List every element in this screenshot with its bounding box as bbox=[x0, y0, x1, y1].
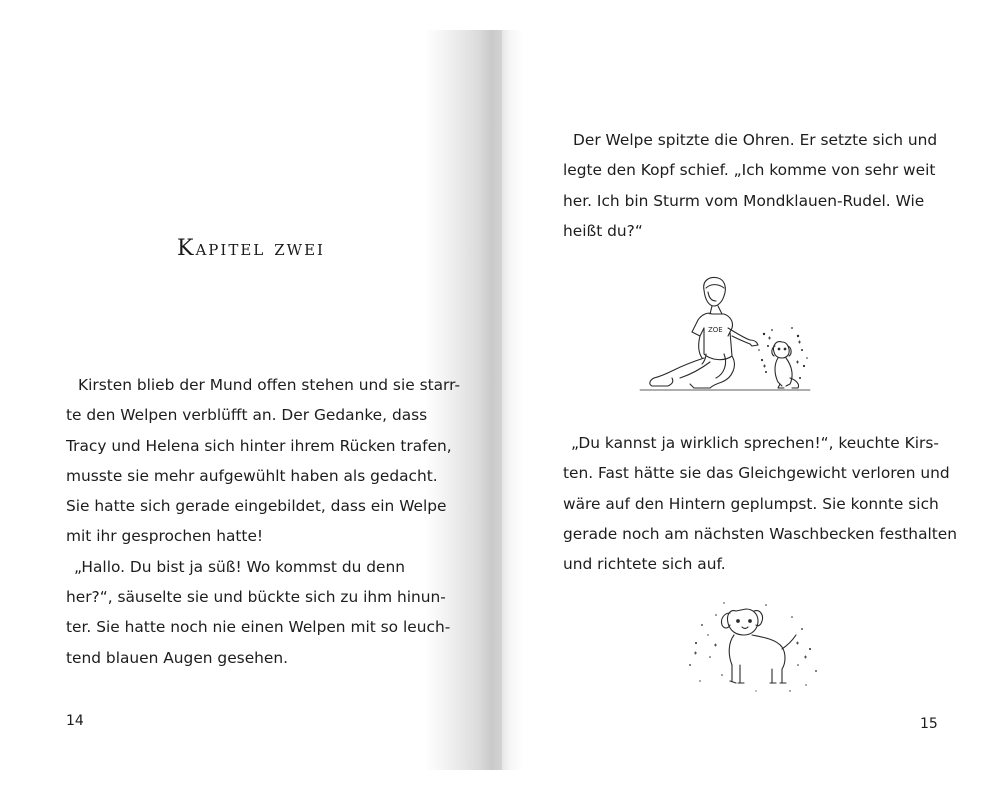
svg-text:ZOE: ZOE bbox=[708, 326, 723, 334]
text-line: tend blauen Augen gesehen. bbox=[66, 648, 289, 667]
right-body-text-bottom bbox=[563, 428, 957, 579]
left-body-text bbox=[66, 370, 460, 673]
text-line: ten. Fast hätte sie das Gleichgewicht verloren und bbox=[563, 464, 950, 483]
text-line: wäre auf den Hintern geplumpst. Sie konnte sich bbox=[563, 494, 939, 513]
girl-and-puppy-illustration bbox=[632, 270, 822, 410]
page-number-right: 15 bbox=[920, 716, 938, 732]
text-line: mit ihr gesprochen hatte! bbox=[66, 527, 264, 546]
left-page bbox=[0, 30, 502, 770]
text-line: Kirsten blieb der Mund offen stehen und sie starr- bbox=[78, 376, 461, 394]
text-line: ter. Sie hatte noch nie einen Welpen mit so leuch- bbox=[66, 618, 451, 637]
text-line: Tracy und Helena sich hinter ihrem Rücken trafen, bbox=[66, 436, 452, 455]
text-line: heißt du?“ bbox=[563, 221, 643, 240]
text-line: her?“, säuselte sie und bückte sich zu ihm hinun- bbox=[66, 588, 446, 607]
puppy-illustration bbox=[672, 595, 832, 705]
right-body-text-top bbox=[563, 125, 937, 246]
text-line: her. Ich bin Sturm vom Mondklauen-Rudel. Wie bbox=[563, 191, 925, 210]
right-page bbox=[502, 30, 1000, 770]
text-line: Sie hatte sich gerade eingebildet, dass ein Welpe bbox=[66, 497, 447, 516]
text-line: legte den Kopf schief. „Ich komme von sehr weit bbox=[563, 161, 936, 180]
page-number-left: 14 bbox=[66, 713, 84, 729]
text-line: und richtete sich auf. bbox=[563, 555, 726, 574]
text-line: Der Welpe spitzte die Ohren. Er setzte sich und bbox=[573, 131, 938, 149]
text-line: „Du kannst ja wirklich sprechen!“, keuchte Kirs- bbox=[571, 434, 939, 452]
chapter-title: Kapitel zwei bbox=[177, 236, 325, 261]
text-line: gerade noch am nächsten Waschbecken festhalten bbox=[563, 524, 958, 543]
text-line: „Hallo. Du bist ja süß! Wo kommst du denn bbox=[74, 557, 406, 576]
text-line: musste sie mehr aufgewühlt haben als gedacht. bbox=[66, 466, 438, 485]
text-line: te den Welpen verblüfft an. Der Gedanke, dass bbox=[66, 406, 428, 425]
